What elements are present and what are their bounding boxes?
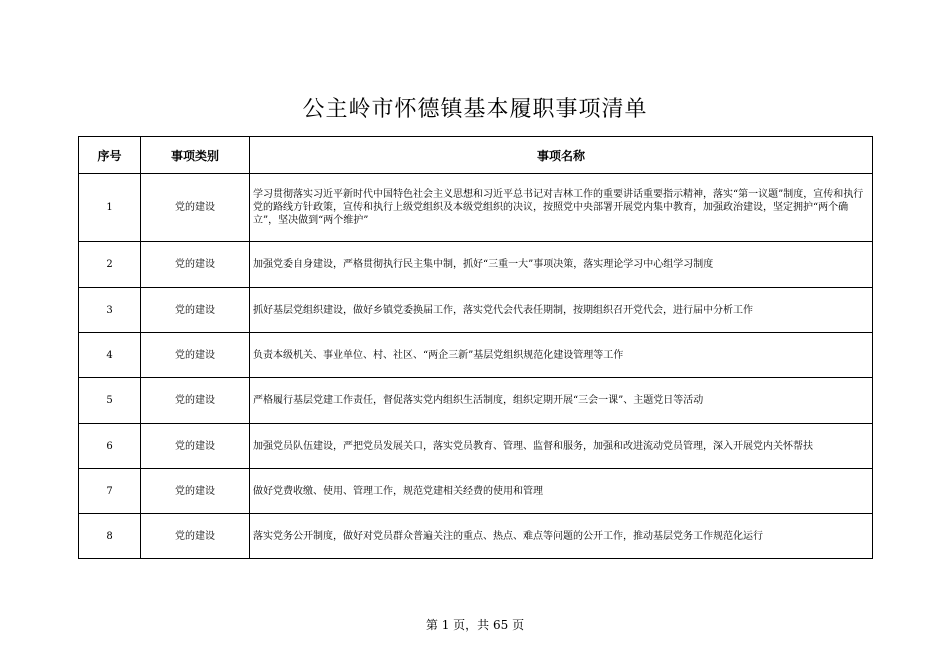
row-number: 3 — [79, 288, 141, 333]
row-item-name: 做好党费收缴、使用、管理工作，规范党建相关经费的使用和管理 — [250, 469, 873, 514]
row-item-name: 落实党务公开制度，做好对党员群众普遍关注的重点、热点、难点等问题的公开工作，推动基层党务工作规范化运行 — [250, 514, 873, 559]
header-category: 事项类别 — [141, 137, 250, 174]
table-row — [79, 514, 873, 559]
table-row — [79, 174, 873, 242]
duty-table — [78, 136, 873, 559]
row-number: 1 — [79, 174, 141, 242]
table-row — [79, 424, 873, 469]
row-item-name: 加强党委自身建设，严格贯彻执行民主集中制，抓好“三重一大”事项决策，落实理论学习中心组学习制度 — [250, 242, 873, 288]
table-row — [79, 288, 873, 333]
row-category: 党的建设 — [141, 288, 250, 333]
row-category: 党的建设 — [141, 514, 250, 559]
row-number: 6 — [79, 424, 141, 469]
row-category: 党的建设 — [141, 174, 250, 242]
row-number: 5 — [79, 378, 141, 424]
row-item-name: 严格履行基层党建工作责任，督促落实党内组织生活制度，组织定期开展“三会一课”、主题党日等活动 — [250, 378, 873, 424]
table-row — [79, 469, 873, 514]
row-number: 8 — [79, 514, 141, 559]
row-category: 党的建设 — [141, 333, 250, 378]
header-item-name: 事项名称 — [250, 137, 873, 174]
row-category: 党的建设 — [141, 242, 250, 288]
document-title: 公主岭市怀德镇基本履职事项清单 — [302, 97, 648, 122]
row-category: 党的建设 — [141, 424, 250, 469]
row-category: 党的建设 — [141, 378, 250, 424]
header-number: 序号 — [79, 137, 141, 174]
row-item-name: 学习贯彻落实习近平新时代中国特色社会主义思想和习近平总书记对吉林工作的重要讲话重要指示精神，落实“第一议题”制度，宣传和执行党的路线方针政策，宣传和执行上级党组织及本级党组织的决议，按照党中央部署开展党内集中教育，加强政治建设，坚定拥护“两个确立”，坚决做到“两个维护” — [250, 174, 873, 242]
row-item-name: 负责本级机关、事业单位、村、社区、“两企三新”基层党组织规范化建设管理等工作 — [250, 333, 873, 378]
row-number: 2 — [79, 242, 141, 288]
row-item-name: 抓好基层党组织建设，做好乡镇党委换届工作，落实党代会代表任期制，按期组织召开党代会，进行届中分析工作 — [250, 288, 873, 333]
page-footer: 第 1 页，共 65 页 — [425, 618, 525, 632]
table-row — [79, 378, 873, 424]
table-header-row — [79, 137, 873, 174]
row-number: 7 — [79, 469, 141, 514]
table-row — [79, 242, 873, 288]
row-number: 4 — [79, 333, 141, 378]
row-category: 党的建设 — [141, 469, 250, 514]
row-item-name: 加强党员队伍建设，严把党员发展关口，落实党员教育、管理、监督和服务，加强和改进流动党员管理，深入开展党内关怀帮扶 — [250, 424, 873, 469]
table-row — [79, 333, 873, 378]
